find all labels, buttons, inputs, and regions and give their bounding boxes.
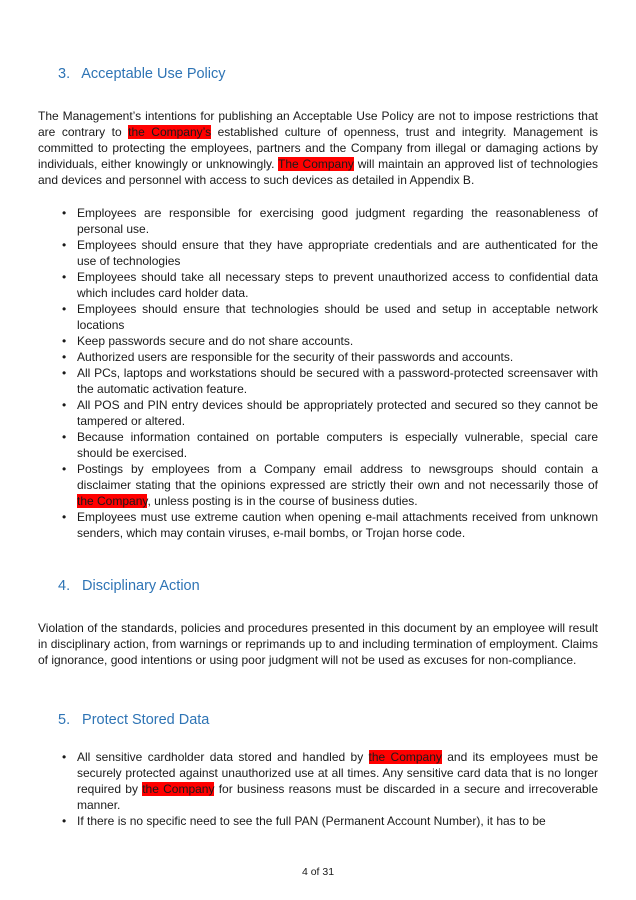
section-heading-disciplinary-action bbox=[58, 578, 200, 594]
text-run: All sensitive cardholder data stored and handled by bbox=[77, 750, 369, 764]
bullet-item bbox=[0, 333, 598, 349]
text-run: for business reasons must be discarded in a secure and irrecoverable manner. bbox=[77, 782, 599, 812]
text-run: , unless posting is in the course of business duties. bbox=[147, 494, 418, 508]
section-title: Protect Stored Data bbox=[82, 712, 210, 728]
text-run: Keep passwords secure and do not share accounts. bbox=[77, 334, 354, 348]
text-run: established culture of openness, trust and integrity. Management is committed to protecting the employees, partners and the Company from illegal or damaging actions by individuals, either knowingly or unknowingly. bbox=[38, 125, 598, 171]
section-number: 5. bbox=[58, 712, 71, 728]
bullet-item bbox=[0, 461, 598, 509]
highlighted-company-name: the Company bbox=[77, 494, 148, 508]
text-run: and its employees must be securely protected against unauthorized use at all times. Any sensitive card data that is no longer required by bbox=[77, 750, 599, 796]
bullet-item bbox=[0, 397, 598, 429]
bullet-item bbox=[0, 205, 598, 237]
text-run: The Management’s intentions for publishing an Acceptable Use Policy are not to impose restrictions that are contrary to bbox=[38, 109, 598, 139]
highlighted-company-name: the Company bbox=[368, 750, 442, 764]
text-run: All PCs, laptops and workstations should be secured with a password-protected screensaver with the automatic activation feature. bbox=[77, 366, 598, 396]
section-number: 4. bbox=[58, 578, 71, 594]
section-paragraph bbox=[38, 620, 598, 668]
section-number: 3. bbox=[58, 66, 71, 82]
text-run: Employees are responsible for exercising good judgment regarding the reasonableness of personal use. bbox=[77, 206, 598, 236]
bullet-item bbox=[0, 365, 598, 397]
text-run: Employees should ensure that technologies should be used and setup in acceptable network locations bbox=[77, 302, 598, 332]
text-run: Postings by employees from a Company email address to newsgroups should contain a disclaimer stating that the opinions expressed are strictly their own and not necessarily those of bbox=[77, 462, 598, 492]
text-run: If there is no specific need to see the full PAN (Permanent Account Number), it has to be bbox=[77, 814, 546, 828]
section-paragraph bbox=[38, 108, 598, 188]
bullet-item bbox=[0, 749, 598, 813]
bullet-list bbox=[0, 205, 598, 541]
bullet-item bbox=[0, 269, 598, 301]
section-heading-protect-stored-data bbox=[58, 712, 209, 728]
text-run: Employees should ensure that they have appropriate credentials and are authenticated for the use of technologies bbox=[77, 238, 598, 268]
bullet-list bbox=[0, 749, 598, 829]
bullet-item bbox=[0, 349, 598, 365]
section-heading-acceptable-use-policy bbox=[58, 66, 226, 82]
text-run: Violation of the standards, policies and procedures presented in this document by an employee will result in disciplinary action, from warnings or reprimands up to and including termination of employment. Claims of ignorance, good intentions or using poor judgment will not be used as excuses for non-compliance. bbox=[38, 621, 598, 667]
text-run: will maintain an approved list of technologies and devices and personnel with access to such devices as detailed in Appendix B. bbox=[38, 157, 598, 187]
bullet-item bbox=[0, 813, 598, 829]
text-run: Employees should take all necessary steps to prevent unauthorized access to confidential data which includes card holder data. bbox=[77, 270, 598, 300]
bullet-item bbox=[0, 301, 598, 333]
text-run: All POS and PIN entry devices should be appropriately protected and secured so they cannot be tampered or altered. bbox=[77, 398, 598, 428]
highlighted-company-name: The Company bbox=[278, 157, 354, 171]
section-title: Disciplinary Action bbox=[82, 578, 200, 594]
text-run: Employees must use extreme caution when opening e-mail attachments received from unknown senders, which may contain viruses, e-mail bombs, or Trojan horse code. bbox=[77, 510, 598, 540]
bullet-item bbox=[0, 237, 598, 269]
bullet-item bbox=[0, 509, 598, 541]
section-title: Acceptable Use Policy bbox=[81, 66, 226, 82]
highlighted-company-name: the Company bbox=[142, 782, 215, 796]
page-number: 4 of 31 bbox=[301, 866, 335, 878]
bullet-item bbox=[0, 429, 598, 461]
highlighted-company-name: the Company’s bbox=[128, 125, 212, 139]
text-run: Authorized users are responsible for the security of their passwords and accounts. bbox=[77, 350, 514, 364]
text-run: Because information contained on portable computers is especially vulnerable, special care should be exercised. bbox=[77, 430, 598, 460]
